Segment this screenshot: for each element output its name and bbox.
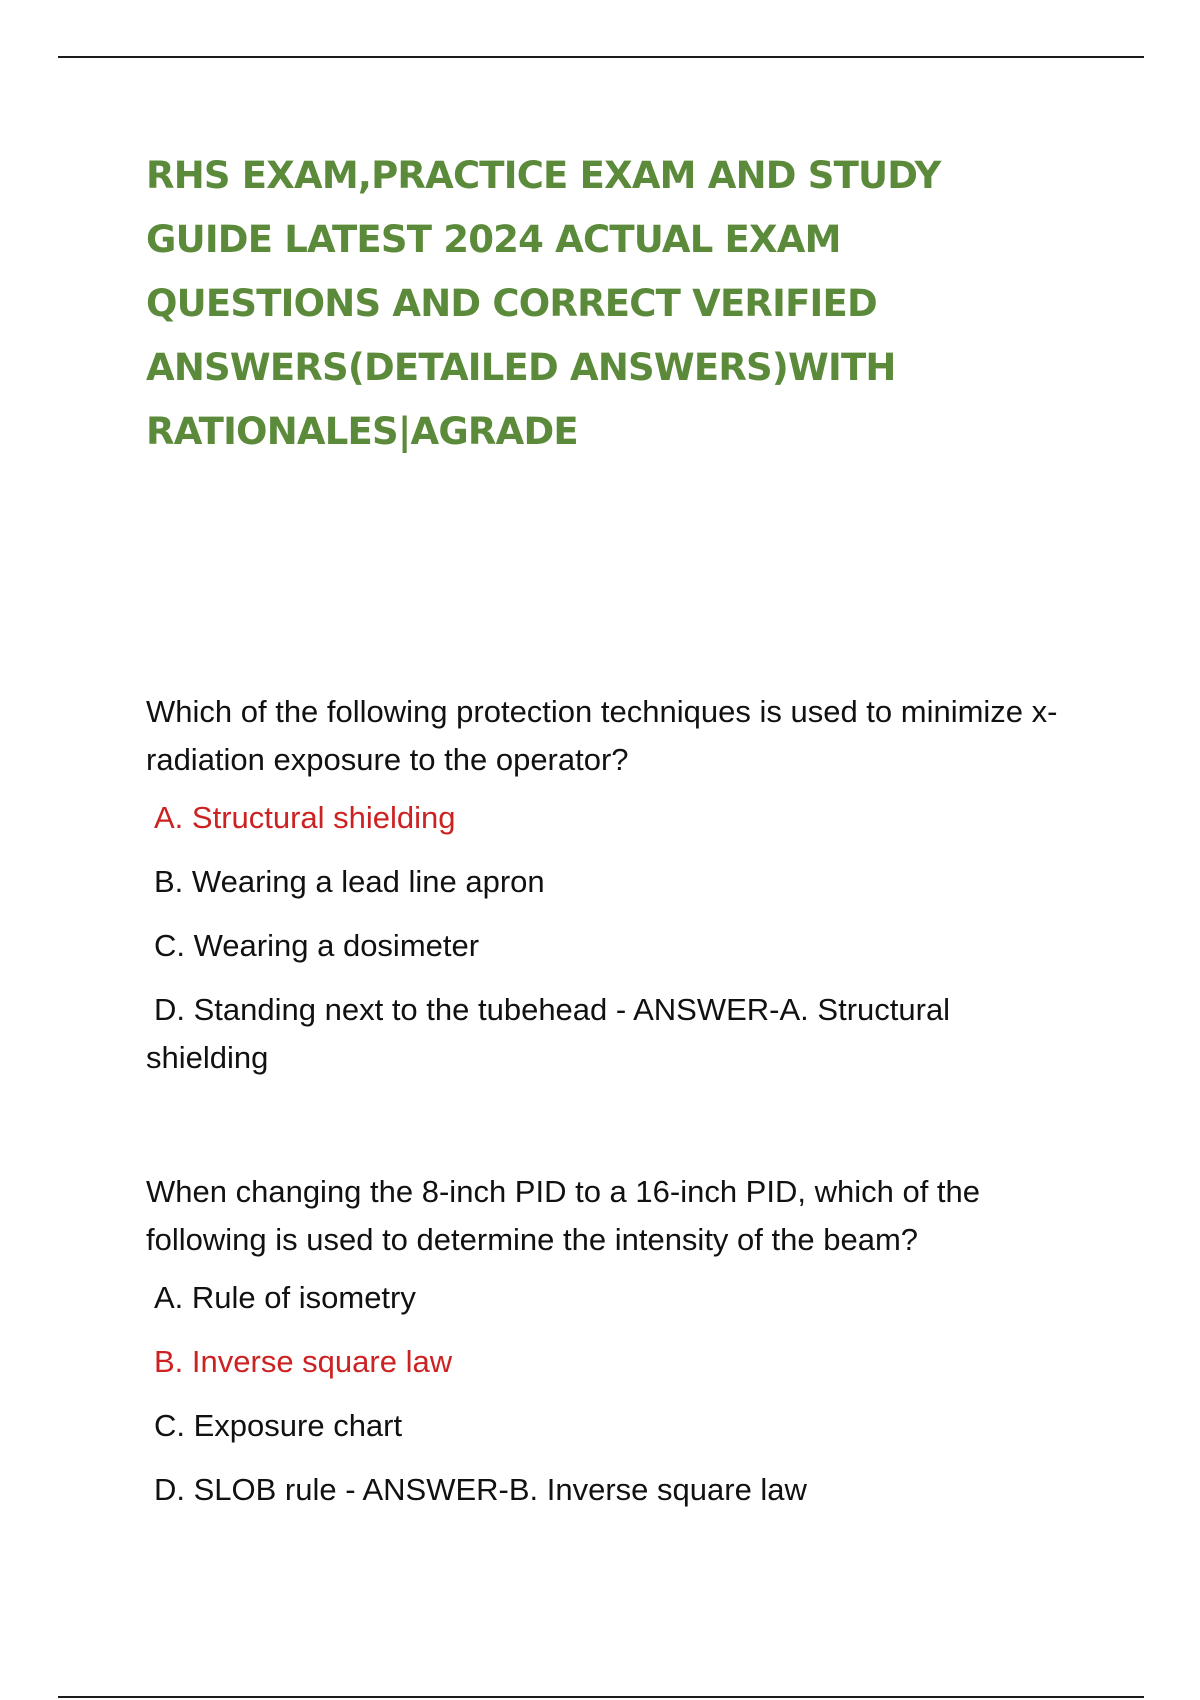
- question-1-option-b: B. Wearing a lead line apron: [154, 864, 545, 899]
- question-1-option-c: C. Wearing a dosimeter: [154, 928, 480, 963]
- question-1-options: [146, 794, 1076, 1082]
- question-2: [146, 1168, 1076, 1530]
- question-2-option-a: A. Rule of isometry: [154, 1280, 416, 1315]
- question-1-option-a: A. Structural shielding: [154, 800, 456, 835]
- question-2-stem: When changing the 8-inch PID to a 16-inch PID, which of the following is used to determine the intensity of the beam?: [146, 1174, 981, 1257]
- question-2-options: [146, 1274, 1076, 1530]
- question-2-option-d: D. SLOB rule - ANSWER-B. Inverse square law: [154, 1472, 807, 1507]
- document-title: RHS EXAM,PRACTICE EXAM AND STUDY GUIDE LATEST 2024 ACTUAL EXAM QUESTIONS AND CORRECT VERIFIED ANSWERS(DETAILED ANSWERS)WITH RATIONALES|AGRADE: [146, 154, 941, 453]
- question-1: [146, 688, 1076, 1082]
- question-1-stem: Which of the following protection techniques is used to minimize x-radiation exposure to the operator?: [146, 694, 1058, 777]
- top-divider: [58, 56, 1144, 58]
- question-2-option-b: B. Inverse square law: [154, 1344, 453, 1379]
- question-1-option-d: D. Standing next to the tubehead - ANSWER-A. Structural shielding: [146, 992, 951, 1075]
- bottom-divider: [58, 1696, 1144, 1698]
- question-2-option-c: C. Exposure chart: [154, 1408, 403, 1443]
